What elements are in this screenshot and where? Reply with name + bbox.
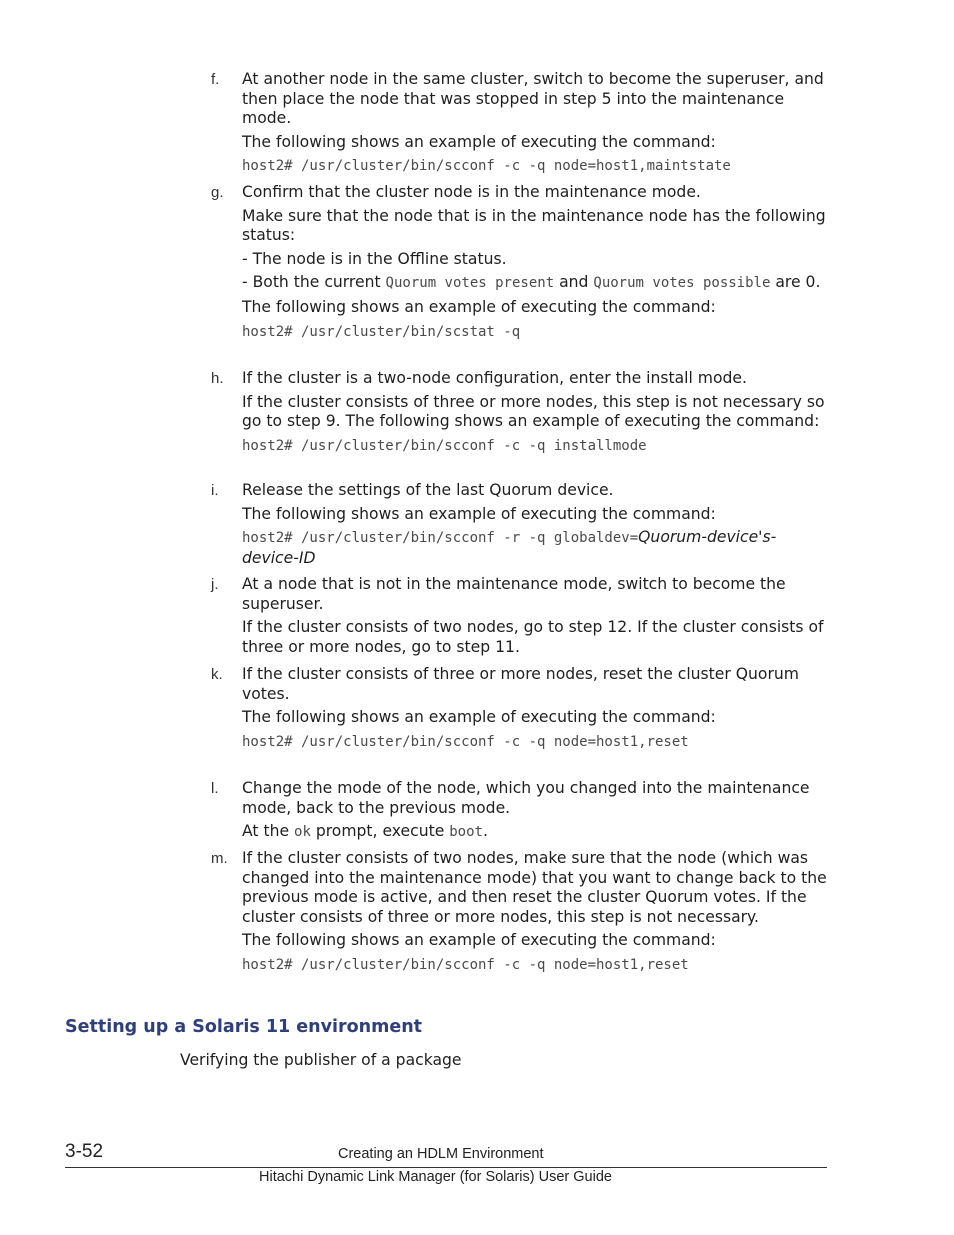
step-f <box>211 70 831 181</box>
footer-rule <box>65 1167 827 1168</box>
status-text: - Both the current <box>242 273 386 292</box>
step-text: At a node that is not in the maintenance mode, switch to become the superuser. <box>242 575 786 613</box>
step-detail: If the cluster consists of two nodes, go to step 12. If the cluster consists of three or more nodes, go to step 11. <box>242 618 824 656</box>
book-title: Hitachi Dynamic Link Manager (for Solaris) User Guide <box>259 1169 612 1185</box>
detail-text: At the <box>242 822 295 841</box>
inline-code: host2# /usr/cluster/bin/scconf -r -q globaldev= <box>242 530 639 547</box>
code-variable: Quorum-device's-device-ID <box>242 528 777 567</box>
section-subtext: Verifying the publisher of a package <box>180 1051 462 1069</box>
detail-text: prompt, execute <box>310 822 450 841</box>
example-intro: The following shows an example of executing the command: <box>242 504 716 523</box>
inline-code: ok <box>294 824 311 841</box>
code-example: host2# /usr/cluster/bin/scconf -c -q installmode <box>242 437 647 454</box>
step-m <box>211 849 831 980</box>
step-letter: m. <box>211 850 228 867</box>
step-letter: g. <box>211 184 224 201</box>
page-number: 3-52 <box>65 1141 104 1162</box>
status-text: and <box>554 273 594 292</box>
step-letter: k. <box>211 666 223 683</box>
step-text: Change the mode of the node, which you changed into the maintenance mode, back to the previous mode. <box>242 779 810 817</box>
step-letter: h. <box>211 370 224 387</box>
step-i <box>211 481 831 572</box>
example-intro: The following shows an example of executing the command: <box>242 708 716 727</box>
step-text: Release the settings of the last Quorum device. <box>242 481 614 499</box>
section-heading: Setting up a Solaris 11 environment <box>65 1017 423 1037</box>
code-example: host2# /usr/cluster/bin/scstat -q <box>242 323 521 340</box>
code-example: host2# /usr/cluster/bin/scconf -c -q node=host1,reset <box>242 733 689 750</box>
example-intro: The following shows an example of executing the command: <box>242 132 716 151</box>
step-detail: Make sure that the node that is in the maintenance node has the following status: <box>242 206 826 245</box>
step-letter: l. <box>211 780 219 797</box>
step-l <box>211 779 831 847</box>
step-letter: f. <box>211 71 220 88</box>
step-letter: i. <box>211 482 219 499</box>
inline-code: boot <box>449 824 483 841</box>
status-line <box>242 273 831 294</box>
step-text: If the cluster consists of three or more nodes, reset the cluster Quorum votes. <box>242 665 799 703</box>
inline-code: Quorum votes present <box>385 275 555 292</box>
step-g <box>211 183 831 347</box>
chapter-title: Creating an HDLM Environment <box>338 1146 544 1162</box>
step-letter: j. <box>211 576 219 593</box>
step-detail: If the cluster consists of three or more nodes, this step is not necessary so go to step 9. The following shows an example of executing the command: <box>242 392 825 431</box>
step-text: If the cluster is a two-node configuration, enter the install mode. <box>242 369 747 387</box>
code-example: host2# /usr/cluster/bin/scconf -c -q node=host1,maintstate <box>242 158 731 175</box>
detail-text: . <box>482 822 488 841</box>
step-text: If the cluster consists of two nodes, make sure that the node (which was changed into the maintenance mode) that you want to change back to the previous mode is active, and then reset the cluster Quorum votes. If the cluster consists of three or more nodes, this step is not necessary. <box>242 849 827 926</box>
step-text: Confirm that the cluster node is in the maintenance mode. <box>242 183 701 201</box>
step-h <box>211 369 831 461</box>
step-j <box>211 575 831 661</box>
status-text: are 0. <box>770 273 821 292</box>
code-example <box>242 528 831 568</box>
example-intro: The following shows an example of executing the command: <box>242 931 716 950</box>
step-detail <box>242 822 831 843</box>
status-line: - The node is in the Offline status. <box>242 249 507 268</box>
step-k <box>211 665 831 757</box>
code-example: host2# /usr/cluster/bin/scconf -c -q node=host1,reset <box>242 956 689 973</box>
inline-code: Quorum votes possible <box>593 275 771 292</box>
example-intro: The following shows an example of executing the command: <box>242 297 716 316</box>
step-text: At another node in the same cluster, switch to become the superuser, and then place the node that was stopped in step 5 into the maintenance mode. <box>242 70 824 128</box>
